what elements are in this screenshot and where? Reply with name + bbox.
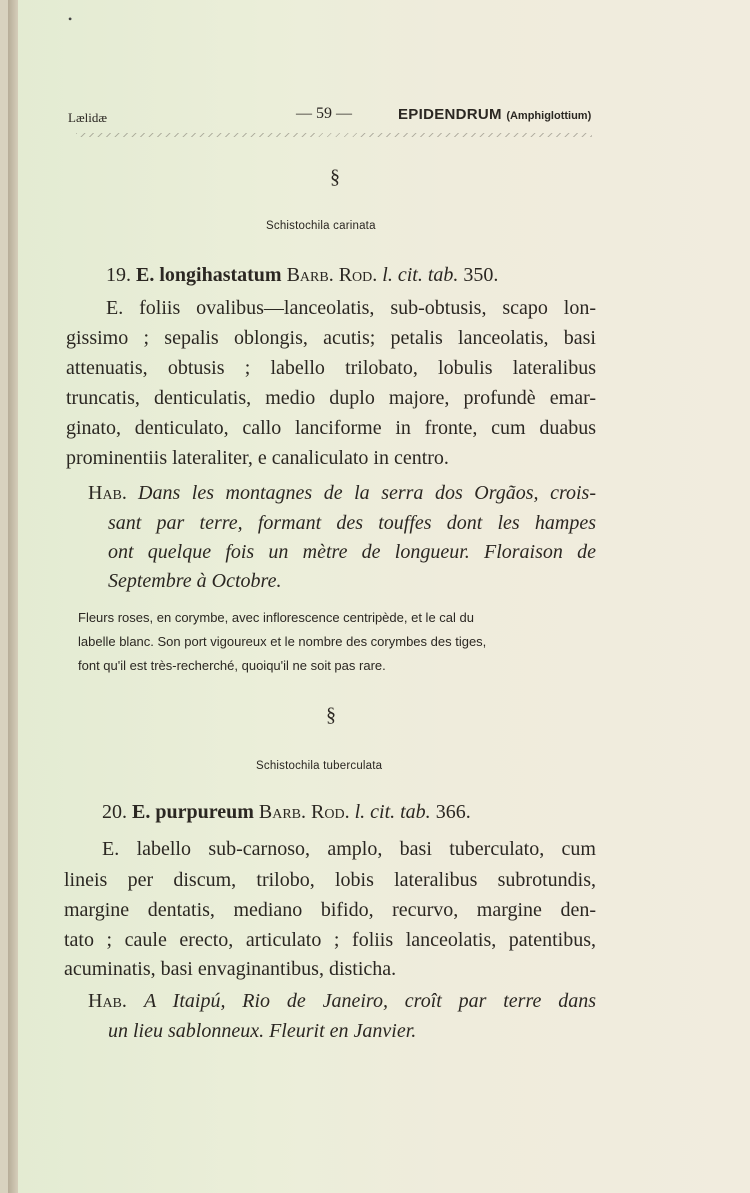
author: Barb. Rod. [258,801,350,823]
description-line: E. labello sub-carnoso, amplo, basi tuberculato, cum [102,838,596,860]
habitat-line: Dans les montagnes de la serra dos Orgãos, crois- [138,482,596,504]
author: Barb. Rod. [286,264,378,286]
header-section: (Amphiglottium) [506,110,592,122]
description-line: acuminatis, basi envaginantibus, disticha. [64,958,397,980]
book-page [8,0,750,1193]
section-mark: § [326,704,336,726]
section-mark: § [330,166,340,188]
description-line: tato ; caule erecto, articulato ; foliis lanceolatis, patentibus, [64,929,596,951]
reference: l. cit. tab. [382,264,459,286]
note-line: font qu'il est très-recherché, quoiqu'il ne soit pas rare. [78,658,386,673]
reference: l. cit. tab. [354,801,431,823]
page-gutter [8,0,18,1193]
header-genus: EPIDENDRUM (Amphiglottium) [398,106,592,123]
header-rule [76,133,592,137]
habitat-line: sant par terre, formant des touffes dont les hampes [108,512,596,534]
species-heading [106,264,498,287]
habitat-label: Hab. [88,990,127,1012]
species-heading [102,801,471,824]
note-line: labelle blanc. Son port vigoureux et le nombre des corymbes des tiges, [78,634,487,649]
description-line: lineis per discum, trilobo, lobis lateralibus subrotundis, [64,869,596,891]
page-number: — 59 — [296,105,352,122]
habitat-line: un lieu sablonneux. Fleurit en Janvier. [108,1020,417,1042]
header-family: Lælidæ [68,110,108,125]
description-line: margine dentatis, mediano bifido, recurvo, margine den- [64,899,596,921]
note-line: Fleurs roses, en corymbe, avec inflorescence centripède, et le cal du [78,610,474,625]
habitat-line: A Itaipú, Rio de Janeiro, croît par terre dans [144,990,596,1012]
habitat-line: Septembre à Octobre. [108,570,282,592]
entry-number: 20. [102,801,127,823]
section-subtitle: Schistochila tuberculata [256,760,383,772]
habitat-label: Hab. [88,482,127,504]
description-line: truncatis, denticulatis, medio duplo majore, profundè emar- [66,387,596,409]
running-header [68,105,600,129]
description-line: attenuatis, obtusis ; labello trilobato, lobulis lateralibus [66,357,596,379]
plate-number: 366. [435,801,471,823]
entry-number: 19. [106,264,131,286]
species-name: E. longihastatum [136,264,282,286]
habitat-line: ont quelque fois un mètre de longueur. Floraison de [108,541,596,563]
ink-dot: • [68,12,73,26]
section-subtitle: Schistochila carinata [266,220,376,232]
description-line: prominentiis lateraliter, e canaliculato in centro. [66,447,449,469]
plate-number: 350. [463,264,499,286]
description-line: ginato, denticulato, callo lanciforme in fronte, cum duabus [66,417,596,439]
description-line: E. foliis ovalibus—lanceolatis, sub-obtusis, scapo lon- [106,297,596,319]
description-line: gissimo ; sepalis oblongis, acutis; petalis lanceolatis, basi [66,327,596,349]
species-name: E. purpureum [132,801,254,823]
